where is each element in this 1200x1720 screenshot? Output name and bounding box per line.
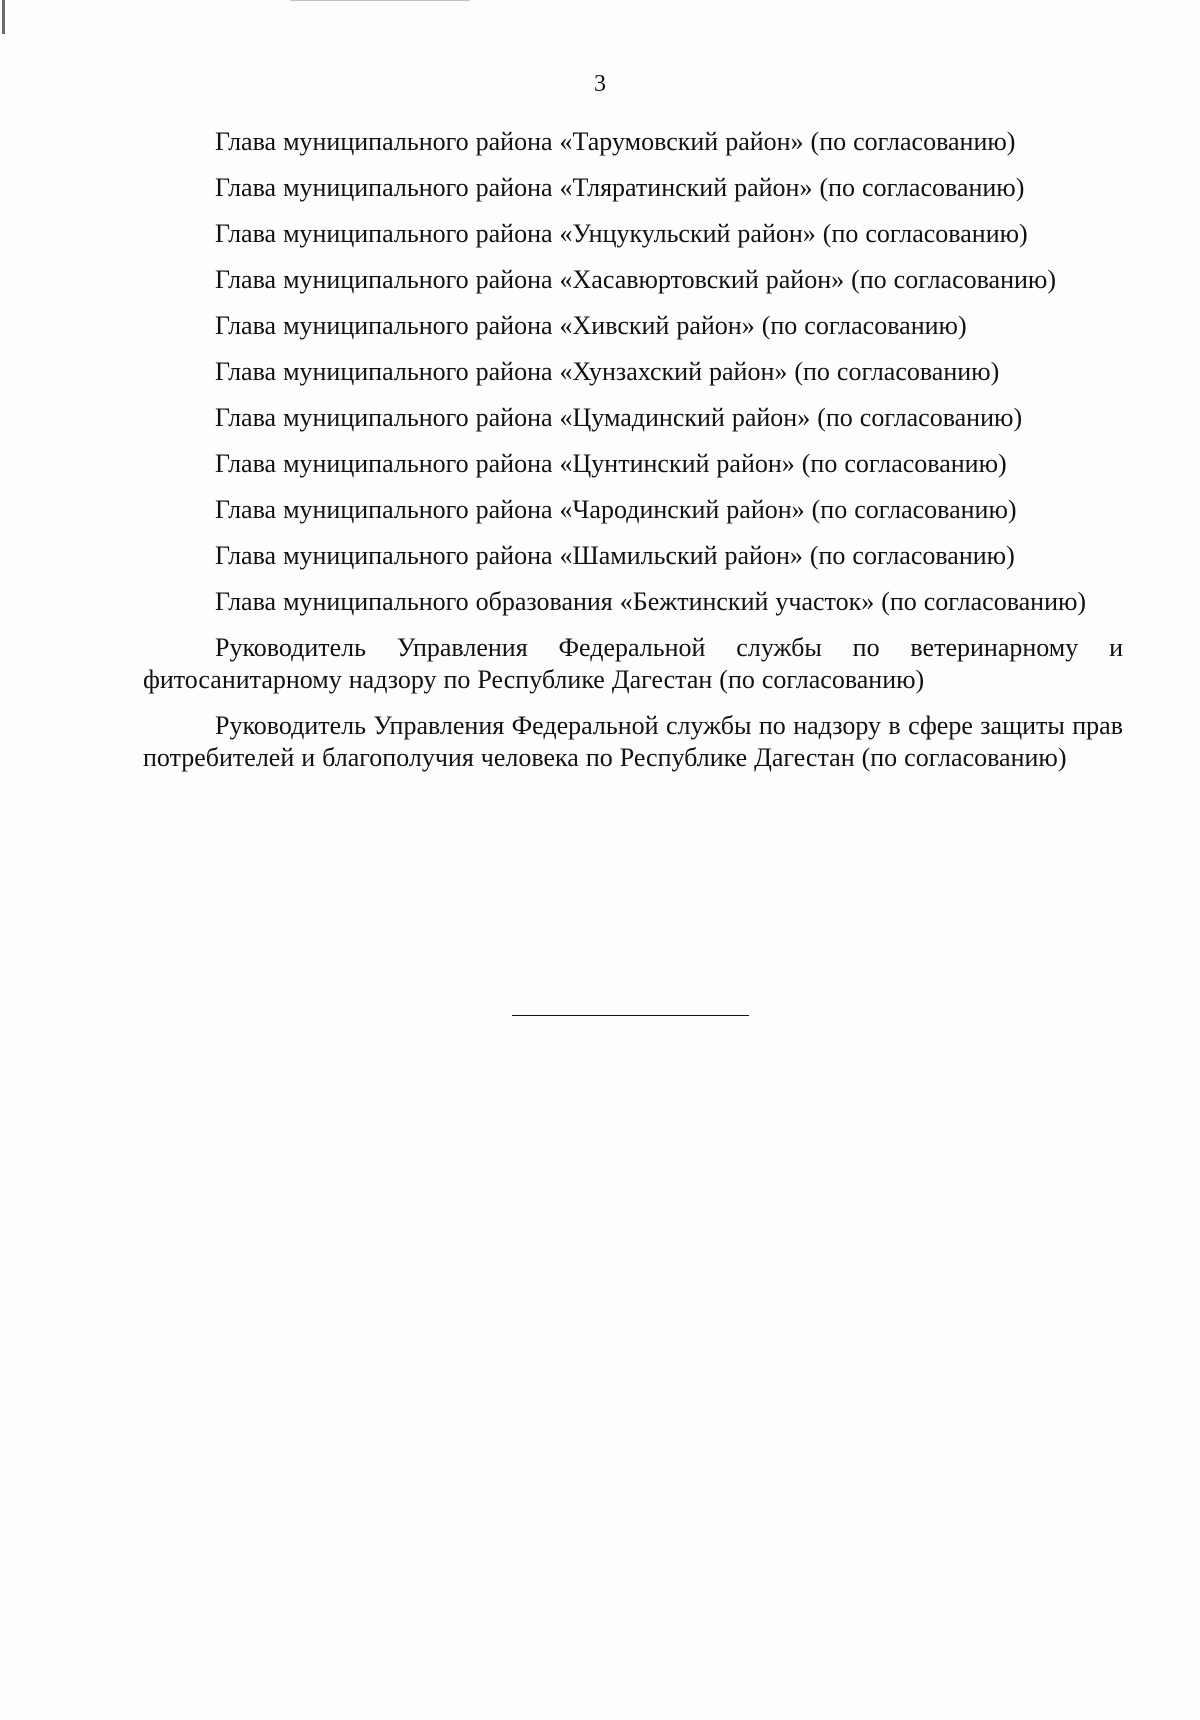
list-item-tsuntinsky: Глава муниципального района «Цунтинский район» (по согласованию): [215, 449, 1007, 478]
list-item-khasavyurtovsky: Глава муниципального района «Хасавюртовский район» (по согласованию): [215, 265, 1057, 294]
list-item-charodinsky: Глава муниципального района «Чародинский район» (по согласованию): [215, 495, 1017, 524]
list-item-tsumadinsky: Глава муниципального района «Цумадинский район» (по согласованию): [215, 403, 1023, 432]
end-separator-line: [512, 1015, 749, 1016]
list-item-shamilsky: Глава муниципального района «Шамильский район» (по согласованию): [215, 541, 1015, 570]
page-number: 3: [594, 71, 606, 97]
scan-top-streak: [290, 0, 470, 1]
list-item-untsukulsky: Глава муниципального района «Унцукульский район» (по согласованию): [215, 219, 1028, 248]
list-item-tarumovsky: Глава муниципального района «Тарумовский район» (по согласованию): [215, 127, 1016, 156]
list-item-khunzakhsky: Глава муниципального района «Хунзахский район» (по согласованию): [215, 357, 1000, 386]
list-item-bezhtinsky: Глава муниципального образования «Бежтинский участок» (по согласованию): [215, 587, 1087, 616]
list-item-vet-service: Руководитель Управления Федеральной службы по ветеринарному и фитосанитарному надзору по Республике Дагестан (по согласованию): [143, 633, 1123, 694]
document-body: [143, 126, 1123, 788]
list-item-khivsky: Глава муниципального района «Хивский район» (по согласованию): [215, 311, 967, 340]
list-item-consumer-protection: Руководитель Управления Федеральной службы по надзору в сфере защиты прав потребителей и благополучия человека по Республике Дагестан (по согласованию): [143, 711, 1123, 772]
scan-edge-mark: [2, 0, 5, 34]
list-item-tlyaratinsky: Глава муниципального района «Тляратинский район» (по согласованию): [215, 173, 1025, 202]
